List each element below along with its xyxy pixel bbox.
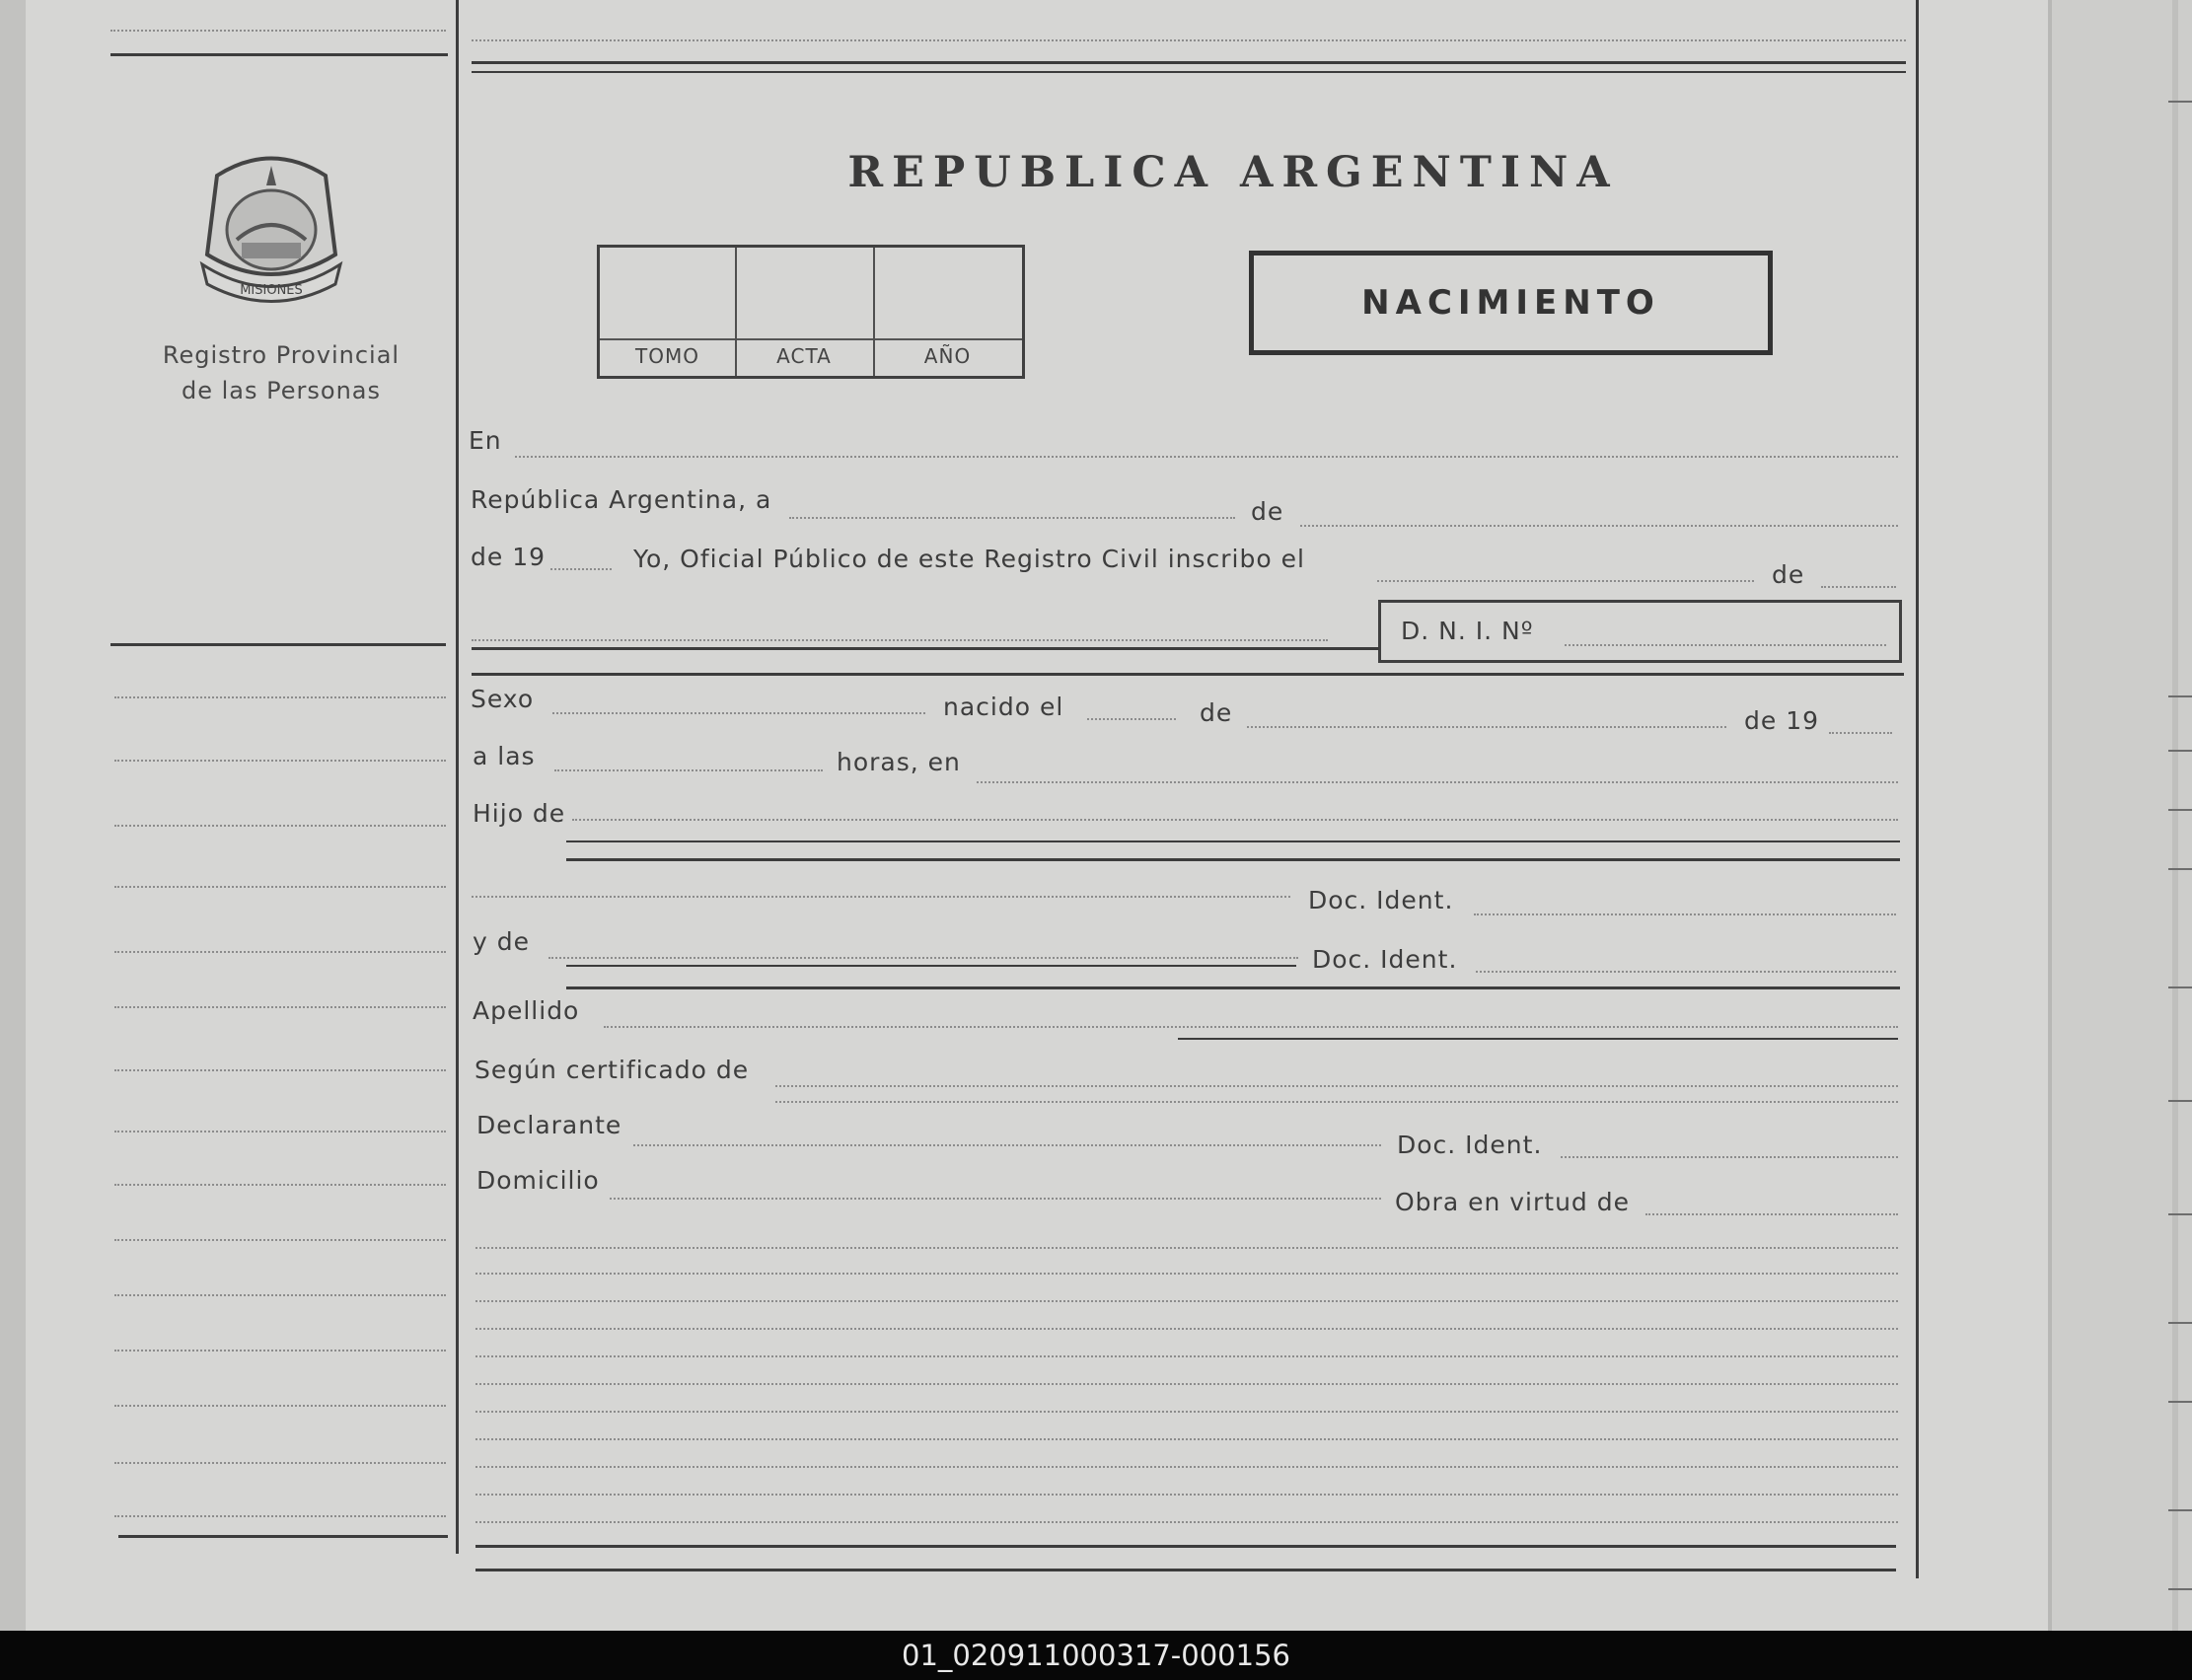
dotted-line[interactable] <box>472 639 1328 641</box>
top-rule <box>472 71 1906 73</box>
margin-line[interactable] <box>114 951 446 953</box>
notes-line[interactable] <box>475 1411 1898 1413</box>
section-rule <box>472 673 1904 676</box>
margin-line[interactable] <box>114 1006 446 1008</box>
section-rule <box>472 647 1379 650</box>
margin-rule <box>118 1535 448 1538</box>
image-id-caption: 01_020911000317-000156 <box>0 1631 2192 1680</box>
year-field[interactable] <box>550 568 612 570</box>
dni-label: D. N. I. Nº <box>1401 617 1534 645</box>
sexo-label: Sexo <box>471 685 535 713</box>
notes-line[interactable] <box>475 1383 1898 1385</box>
provincial-coat-of-arms-icon <box>197 146 345 314</box>
de-label: de <box>1251 497 1284 526</box>
adjacent-page-rule <box>2168 986 2192 988</box>
page-edge <box>0 0 26 1631</box>
adjacent-page-rule <box>2168 1213 2192 1215</box>
address-field[interactable] <box>610 1198 1381 1200</box>
margin-rule <box>110 643 446 646</box>
notes-line[interactable] <box>475 1438 1898 1440</box>
de-label: de <box>1772 560 1805 589</box>
notes-line[interactable] <box>475 1328 1898 1330</box>
notes-line[interactable] <box>475 1494 1898 1496</box>
notes-line[interactable] <box>475 1355 1898 1357</box>
notes-line[interactable] <box>475 1521 1898 1523</box>
margin-line[interactable] <box>114 1515 446 1517</box>
bottom-rule <box>475 1545 1896 1548</box>
adjacent-page-rule <box>2168 1322 2192 1324</box>
adjacent-page-edge <box>2172 0 2178 1631</box>
right-border <box>1916 0 1919 1578</box>
father-field[interactable] <box>572 819 1898 821</box>
en-label: En <box>469 426 502 455</box>
margin-rule <box>110 53 448 56</box>
ano-cell[interactable] <box>873 248 1022 376</box>
country-title: REPUBLICA ARGENTINA <box>847 148 1619 197</box>
registry-box <box>597 245 1025 379</box>
certificate-field[interactable] <box>775 1085 1898 1087</box>
field-rule <box>1178 1038 1898 1040</box>
margin-line[interactable] <box>114 1350 446 1351</box>
margin-line[interactable] <box>114 1462 446 1464</box>
obra-field[interactable] <box>1645 1213 1898 1215</box>
father-name-field[interactable] <box>472 896 1290 898</box>
hijo-label: Hijo de <box>473 799 566 828</box>
oficial-label: Yo, Oficial Público de este Registro Civil inscribo el <box>633 545 1305 573</box>
adjacent-page-rule <box>2168 1588 2192 1590</box>
sexo-field[interactable] <box>552 712 925 714</box>
tomo-cell[interactable] <box>600 248 737 376</box>
left-column-divider <box>456 0 459 1554</box>
adjacent-page-rule <box>2168 1100 2192 1102</box>
margin-line[interactable] <box>114 1239 446 1241</box>
de-label: de <box>1200 698 1233 727</box>
inscription-month-field[interactable] <box>1821 586 1896 588</box>
adjacent-page-rule <box>2168 750 2192 752</box>
month-field[interactable] <box>1300 525 1898 527</box>
day-field[interactable] <box>789 517 1235 519</box>
horas-label: horas, en <box>837 748 961 776</box>
adjacent-page-rule <box>2168 809 2192 811</box>
birth-month-field[interactable] <box>1247 726 1726 728</box>
doc-ident-label: Doc. Ident. <box>1312 945 1458 974</box>
declarant-field[interactable] <box>633 1144 1381 1146</box>
acta-cell[interactable] <box>735 248 875 376</box>
margin-line[interactable] <box>114 696 446 698</box>
margin-line[interactable] <box>114 1405 446 1407</box>
dni-box <box>1378 600 1902 663</box>
notes-line[interactable] <box>475 1247 1898 1249</box>
y-de-label: y de <box>473 927 530 956</box>
apellido-field[interactable] <box>604 1026 1898 1028</box>
adjacent-page-rule <box>2168 1401 2192 1403</box>
agency-line-1: Registro Provincial <box>162 341 401 369</box>
doc-ident-label: Doc. Ident. <box>1308 886 1454 914</box>
place-field[interactable] <box>977 781 1898 783</box>
field-rule <box>566 965 1296 967</box>
inscription-day-field[interactable] <box>1377 580 1754 582</box>
margin-line[interactable] <box>114 1069 446 1071</box>
record-type-box: NACIMIENTO <box>1249 251 1773 355</box>
ano-label: AÑO <box>923 344 972 368</box>
bottom-rule <box>475 1569 1896 1571</box>
agency-line-2: de las Personas <box>182 377 381 404</box>
agency-name <box>118 337 444 408</box>
father-doc-field[interactable] <box>1474 913 1896 915</box>
year-prefix-label: de 19 <box>471 543 547 571</box>
declarant-doc-field[interactable] <box>1561 1156 1898 1158</box>
notes-line[interactable] <box>475 1300 1898 1302</box>
dotted-line <box>110 30 446 32</box>
adjacent-page-rule <box>2168 1509 2192 1511</box>
field-rule <box>566 986 1900 989</box>
top-rule <box>472 61 1906 64</box>
dotted-line <box>472 39 1906 41</box>
margin-line[interactable] <box>114 1131 446 1132</box>
margin-line[interactable] <box>114 1294 446 1296</box>
segun-label: Según certificado de <box>475 1056 750 1084</box>
hour-field[interactable] <box>554 769 823 771</box>
mother-field[interactable] <box>548 957 1298 959</box>
declarante-label: Declarante <box>476 1111 622 1139</box>
margin-line[interactable] <box>114 886 446 888</box>
domicilio-label: Domicilio <box>476 1166 600 1195</box>
doc-ident-label: Doc. Ident. <box>1397 1131 1543 1159</box>
adjacent-page-rule <box>2168 695 2192 697</box>
adjacent-page-rule <box>2168 868 2192 870</box>
margin-line[interactable] <box>114 760 446 762</box>
birth-year-field[interactable] <box>1829 732 1892 734</box>
a-las-label: a las <box>473 742 536 770</box>
republica-label: República Argentina, a <box>471 485 772 514</box>
svg-text:MISIONES: MISIONES <box>240 283 303 298</box>
margin-line[interactable] <box>114 1184 446 1186</box>
notes-line[interactable] <box>475 1273 1898 1275</box>
field-rule <box>566 840 1900 842</box>
apellido-label: Apellido <box>473 996 580 1025</box>
tomo-label: TOMO <box>635 344 699 368</box>
dni-field[interactable] <box>1565 644 1886 646</box>
acta-label: ACTA <box>776 344 832 368</box>
obra-label: Obra en virtud de <box>1395 1188 1630 1216</box>
notes-line[interactable] <box>475 1466 1898 1468</box>
field-rule <box>566 858 1900 861</box>
adjacent-page-rule <box>2168 101 2192 103</box>
adjacent-page <box>2052 0 2192 1631</box>
birth-year-label: de 19 <box>1744 706 1820 735</box>
dotted-line[interactable] <box>775 1101 1898 1103</box>
margin-line[interactable] <box>114 825 446 827</box>
nacido-label: nacido el <box>943 693 1064 721</box>
mother-doc-field[interactable] <box>1476 971 1896 973</box>
en-field[interactable] <box>515 456 1898 458</box>
birth-day-field[interactable] <box>1087 718 1176 720</box>
